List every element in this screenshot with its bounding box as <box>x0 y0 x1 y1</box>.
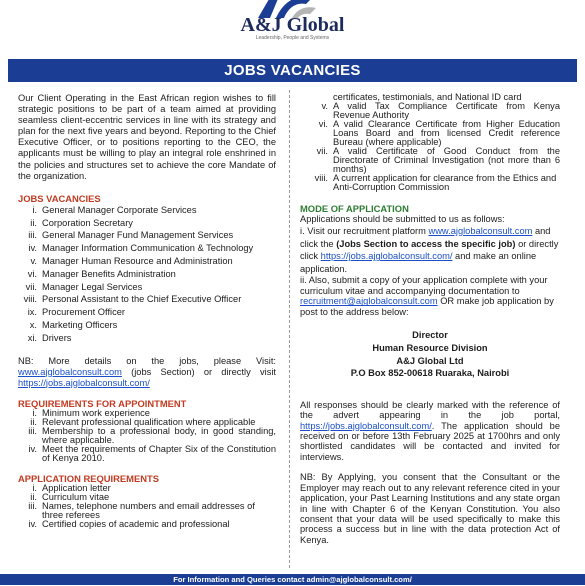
list-item: viii. Personal Assistant to the Chief Executive Officer <box>23 294 242 305</box>
jobs-portal-reference-link[interactable]: https://jobs.ajglobalconsult.com/ <box>300 420 432 431</box>
more-details-note: NB: More details on the jobs, please Visit: www.ajglobalconsult.com (jobs Section) or directly visit https://jobs.ajglobalconsult.com/ <box>18 355 276 388</box>
list-item: x. Marketing Officers <box>29 319 118 330</box>
page-title: JOBS VACANCIES <box>8 59 577 82</box>
website-link[interactable]: www.ajglobalconsult.com <box>18 366 122 377</box>
list-item: iii. General Manager Fund Management Services <box>28 230 234 241</box>
brand-name: A&J Global <box>240 14 345 36</box>
list-item: vi. Manager Benefits Administration <box>27 268 176 279</box>
recruitment-email-link[interactable]: recruitment@ajglobalconsult.com <box>300 296 438 307</box>
list-item: iii. Membership to a professional body, in good standing, where applicable. <box>28 425 276 445</box>
address-line: P.O Box 852-00618 Ruaraka, Nairobi <box>350 368 510 379</box>
mode-of-application-heading: MODE OF APPLICATION <box>300 203 409 214</box>
requirements-heading: REQUIREMENTS FOR APPOINTMENT <box>18 397 187 409</box>
column-divider <box>289 90 290 568</box>
list-item: iv. Manager Information Communication & Technology <box>28 243 254 254</box>
footer-contact-bar: For Information and Queries contact admin@ajglobalconsult.com/ <box>0 574 585 585</box>
header <box>0 0 585 60</box>
jobs-portal-direct-link[interactable]: https://jobs.ajglobalconsult.com/ <box>320 251 453 262</box>
list-item: i. Application letter <box>32 482 111 493</box>
application-requirements-list-continued <box>309 102 560 192</box>
mode-step-1: i. Visit our recruitment platform www.ajglobalconsult.com and click the (Jobs Section to access the specific job) or directly click https://jobs.ajglobalconsult.com/ and make an online application. <box>300 226 559 274</box>
mode-step-2: ii. Also, submit a copy of your application complete with your curriculum vitae and accompanying documentation to recruitment@ajglobalconsult.com OR make job application by post to the address below: <box>300 275 554 317</box>
list-item: iv. Certified copies of academic and professional <box>28 518 230 529</box>
list-item: i. General Manager Corporate Services <box>32 204 197 215</box>
application-requirements-heading: APPLICATION REQUIREMENTS <box>18 472 159 484</box>
list-item: i. Minimum work experience <box>32 407 150 418</box>
list-item: vii. Manager Legal Services <box>25 281 143 292</box>
list-item: ii. Relevant professional qualification where applicable <box>30 416 256 427</box>
left-column <box>18 93 276 529</box>
consent-note: NB: By Applying, you consent that the Consultant or the Employer may reach out to any relevant reference cited in your application, your Past Learning Institutions and any state organ in line with Chapter 6 of the Kenyan Constitution. You also consent that your data will be used specifically to make this process a success but in line with the data protection Act of Kenya. <box>300 472 560 545</box>
mode-intro: Applications should be submitted to us as follows: <box>300 214 505 224</box>
requirements-list <box>18 409 276 463</box>
address-line: A&J Global Ltd <box>396 355 464 366</box>
jobs-portal-link[interactable]: https://jobs.ajglobalconsult.com/ <box>18 377 150 388</box>
list-item: viii. A current application for clearance from the Ethics and Anti-Corruption Commission <box>314 173 557 192</box>
jobs-heading: JOBS VACANCIES <box>18 192 101 204</box>
recruitment-platform-link[interactable]: www.ajglobalconsult.com <box>428 226 533 237</box>
list-item: xi. Drivers <box>27 332 72 343</box>
responses-paragraph: All responses should be clearly marked with the reference of the advert appearing in the job portal, https://jobs.ajglobalconsult.com/. The application should be received on or before 13th February 2025 at 1700hrs and only shortlisted candidates will be contacted and invited for interviews. <box>300 399 560 462</box>
list-item: iii. Names, telephone numbers and email addresses of three referees <box>28 500 255 520</box>
brand-tagline: Leadership, People and Systems <box>255 35 330 41</box>
address-line: Human Resource Division <box>372 343 488 354</box>
list-item: v. A valid Tax Compliance Certificate from Kenya Revenue Authority <box>321 101 560 120</box>
jobs-list <box>18 204 276 345</box>
list-item: vii. A valid Certificate of Good Conduct from the Directorate of Criminal Investigation (not more than 6 months) <box>316 146 560 174</box>
list-item: v. Manager Human Resource and Administration <box>30 255 233 266</box>
list-item: ii. Curriculum vitae <box>30 491 110 502</box>
application-requirements-list <box>18 484 276 529</box>
application-requirements-continuation: certificates, testimonials, and National ID card <box>333 92 522 102</box>
list-item: ii. Corporation Secretary <box>30 217 133 228</box>
list-item: vi. A valid Clearance Certificate from Higher Education Loans Board and from licensed Credit reference Bureau (where applicable) <box>318 119 560 147</box>
address-line: Director <box>412 330 448 341</box>
list-item: iv. Meet the requirements of Chapter Six of the Constitution of Kenya 2010. <box>28 443 276 463</box>
right-column <box>300 93 560 545</box>
postal-address <box>300 329 560 379</box>
intro-paragraph: Our Client Operating in the East African region wishes to fill strategic positions to be part of a team aimed at providing seamless client-eccentric services in line with its strategy and plan for the next five years and beyond. Reporting to the Chief Executive Officer, or to positions reporting to the CEO, the applicants must be willing to play an integral role enshrined in the policies and structures set to achieve the core Mandate of the organization. <box>18 93 276 181</box>
list-item: ix. Procurement Officer <box>27 307 126 318</box>
